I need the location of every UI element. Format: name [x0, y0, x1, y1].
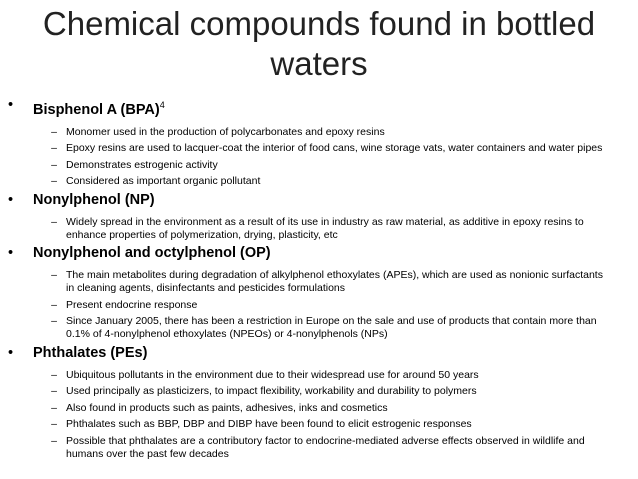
sub-bullet-text: Considered as important organic pollutant — [66, 175, 261, 188]
bullet-heading — [33, 97, 630, 119]
dash-icon: – — [51, 215, 57, 228]
sub-bullet-text: Phthalates such as BBP, DBP and DIBP have been found to elicit estrogenic responses — [66, 418, 472, 431]
sub-bullet-item — [8, 385, 630, 398]
dash-icon: – — [51, 158, 57, 171]
reference-superscript: 4 — [159, 100, 165, 110]
sub-bullet-text: Used principally as plasticizers, to impact flexibility, workability and durability to polymers — [66, 385, 477, 398]
dash-icon: – — [51, 175, 57, 188]
dash-icon: – — [51, 269, 57, 282]
bullet-item — [8, 192, 630, 209]
dash-icon: – — [51, 418, 57, 431]
bullet-heading — [33, 192, 630, 209]
dash-icon: – — [51, 368, 57, 381]
bullet-dot-icon: • — [8, 245, 14, 262]
sub-bullet-item — [8, 369, 630, 382]
bullet-section — [8, 192, 630, 242]
sub-bullet-text: Ubiquitous pollutants in the environment due to their widespread use for around 50 years — [66, 368, 479, 381]
bullet-heading-text: Nonylphenol (NP) — [33, 191, 155, 208]
bullet-dot-icon: • — [8, 344, 14, 361]
bullet-heading — [33, 345, 630, 362]
sub-bullet-item — [8, 402, 630, 415]
sub-bullet-text: Epoxy resins are used to lacquer-coat the interior of food cans, wine storage vats, water containers and water pipes — [66, 142, 603, 155]
dash-icon: – — [51, 142, 57, 155]
bullet-section — [8, 245, 630, 341]
sub-bullet-text: Possible that phthalates are a contributory factor to endocrine-mediated adverse effects observed in wildlife and humans over the past few decades — [66, 434, 585, 460]
bullet-section — [8, 97, 630, 188]
sub-bullet-list — [8, 216, 630, 242]
bullet-item — [8, 97, 630, 119]
dash-icon: – — [51, 385, 57, 398]
sub-bullet-item — [8, 159, 630, 172]
sub-bullet-item — [8, 175, 630, 188]
sub-bullet-text: Widely spread in the environment as a result of its use in industry as raw material, as additive in epoxy resins to enhance properties of polymerization, drying, plasticity, etc — [66, 215, 584, 241]
sub-bullet-item — [8, 299, 630, 312]
sub-bullet-text: Also found in products such as paints, adhesives, inks and cosmetics — [66, 401, 388, 414]
bullet-item — [8, 245, 630, 262]
dash-icon: – — [51, 434, 57, 447]
sub-bullet-item — [8, 315, 630, 341]
bullet-dot-icon: • — [8, 97, 14, 113]
sub-bullet-text: The main metabolites during degradation of alkylphenol ethoxylates (APEs), which are used as nonionic surfactants in cleaning agents, disinfectants and pesticides formulations — [66, 269, 603, 295]
bullet-heading-text: Bisphenol A (BPA) — [33, 101, 160, 118]
title-line-2: waters — [270, 45, 368, 82]
bullet-dot-icon: • — [8, 191, 14, 208]
bullet-list — [8, 97, 630, 464]
sub-bullet-list — [8, 126, 630, 189]
sub-bullet-text: Present endocrine response — [66, 298, 198, 311]
bullet-section — [8, 345, 630, 461]
bullet-heading — [33, 245, 630, 262]
sub-bullet-item — [8, 269, 630, 295]
title-line-1: Chemical compounds found in bottled — [42, 5, 596, 42]
sub-bullet-item — [8, 435, 630, 461]
dash-icon: – — [51, 401, 57, 414]
bullet-item — [8, 345, 630, 362]
sub-bullet-text: Since January 2005, there has been a restriction in Europe on the sale and use of products that contain more than 0.1% of 4-nonylphenol ethoxylates (NPEOs) or 4-nonylphenols (NPs) — [66, 315, 597, 341]
dash-icon: – — [51, 125, 57, 138]
sub-bullet-list — [8, 369, 630, 461]
sub-bullet-text: Demonstrates estrogenic activity — [66, 158, 218, 171]
sub-bullet-item — [8, 142, 630, 155]
bullet-heading-text: Nonylphenol and octylphenol (OP) — [33, 245, 271, 262]
sub-bullet-text: Monomer used in the production of polycarbonates and epoxy resins — [66, 125, 385, 138]
bullet-heading-text: Phthalates (PEs) — [33, 344, 148, 361]
slide-title — [40, 4, 598, 84]
sub-bullet-list — [8, 269, 630, 341]
dash-icon: – — [51, 315, 57, 328]
sub-bullet-item — [8, 418, 630, 431]
sub-bullet-item — [8, 216, 630, 242]
dash-icon: – — [51, 298, 57, 311]
sub-bullet-item — [8, 126, 630, 139]
